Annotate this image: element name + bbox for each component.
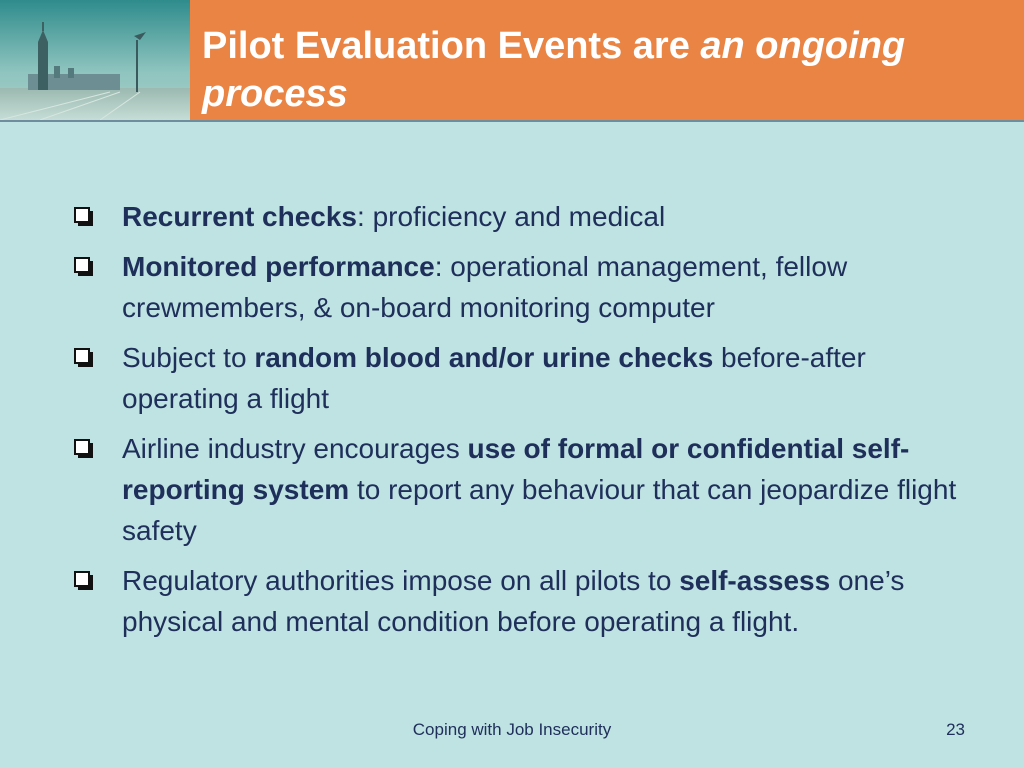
bullet-text: : proficiency and medical: [357, 201, 666, 232]
bullet-list: [70, 196, 970, 651]
checkbox-bullet-icon: [74, 207, 93, 226]
checkbox-bullet-icon: [74, 348, 93, 367]
checkbox-bullet-icon: [74, 439, 93, 458]
bullet-item: [70, 428, 970, 551]
header-divider: [0, 120, 1024, 122]
bullet-text: to report any behaviour that can jeopardize flight safety: [122, 474, 957, 546]
bullet-item: [70, 196, 970, 237]
bullet-lead-text: Subject to: [122, 342, 255, 373]
header-photo: [0, 0, 190, 120]
bullet-bold-text: use of formal or confidential self-reporting system: [122, 433, 910, 505]
slide-title: [202, 22, 1017, 118]
checkbox-bullet-icon: [74, 257, 93, 276]
slide-title-regular: Pilot Evaluation Events are: [202, 25, 701, 67]
bullet-item: [70, 246, 970, 328]
town-square-photo: [0, 0, 190, 120]
bullet-item: [70, 337, 970, 419]
bullet-item: [70, 560, 970, 642]
footer-title: Coping with Job Insecurity: [412, 720, 612, 739]
bullet-bold-text: random blood and/or urine checks: [254, 342, 714, 373]
bullet-lead-text: Regulatory authorities impose on all pilots to: [122, 565, 680, 596]
slide-title-italic: an ongoing process: [202, 25, 906, 115]
bullet-bold-text: self-assess: [679, 565, 831, 596]
checkbox-bullet-icon: [74, 571, 93, 590]
bullet-text: : operational management, fellow crewmembers, & on-board monitoring computer: [122, 251, 848, 323]
page-number: 23: [946, 720, 965, 739]
bullet-text: one’s physical and mental condition before operating a flight.: [122, 565, 905, 637]
bullet-lead-text: Airline industry encourages: [122, 433, 468, 464]
bullet-bold-text: Monitored performance: [122, 251, 435, 282]
bullet-text: before-after operating a flight: [122, 342, 866, 414]
bullet-bold-text: Recurrent checks: [122, 201, 358, 232]
